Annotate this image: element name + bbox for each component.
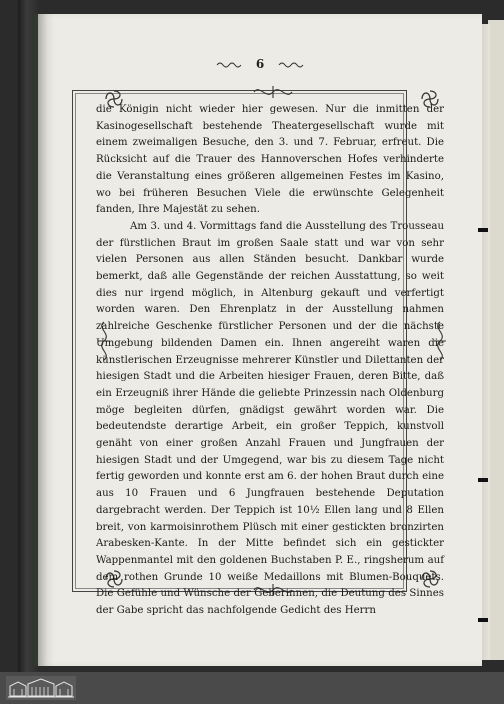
next-page-edge	[488, 20, 504, 660]
page-header	[38, 57, 482, 75]
page-tab-mark	[478, 618, 488, 622]
middle-ornament-top-icon	[252, 84, 294, 100]
flourish-right-icon	[278, 61, 304, 69]
library-building-logo-icon[interactable]	[6, 676, 76, 700]
page-tab-mark	[478, 478, 488, 482]
flourish-left-icon	[216, 61, 242, 69]
paragraph-2: Am 3. und 4. Vormittags fand die Ausstellung des Trousseau der fürstlichen Braut im großen Saale statt und war von sehr vielen Personen aus allen Ständen besucht. Dankbar wurde bemerkt, daß alle Gegenstände der reichen Ausstattung, so weit dies nur irgend möglich, in Altenburg gekauft und verfertigt worden waren. Den Ehrenplatz in der Ausstellung nahmen zahlreiche Geschenke fürstlicher Personen und der die nächste Umgebung bildenden Damen ein. Ihnen angereiht waren die künstlerischen Erzeugnisse mehrerer Künstler und Dilettanten der hiesigen Stadt und die Arbeiten hiesiger Frauen, deren Bitte, daß ein Erzeugniß ihrer Hände die geliebte Prinzessin nach Oldenburg möge begleiten dürfen, gnädigst gewährt worden war. Die bedeutendste derartige Arbeit, ein großer Teppich, kunstvoll genäht von einer großen Anzahl Frauen und Jungfrauen der hiesigen Stadt und der Umgegend, war bis zu diesem Tage nicht fertig geworden und konnte erst am 6. der hohen Braut durch eine aus 10 Frauen und 6 Jungfrauen bestehende Deputation dargebracht werden. Der Teppich ist 10½ Ellen lang und 8 Ellen breit, von karmoisinrothem Plüsch mit einer gestickten bronzirten Arabesken-Kante. In der Mitte befindet sich ein gestickter Wappenmantel mit den goldenen Buchstaben P. E., ringsherum auf dem rothen Grunde 10 weiße Medaillons mit Blumen-Bouquets. Die Gefühle und Wünsche der Geberinnen, die Deutung des Sinnes der Gabe spricht das nachfolgende Gedicht des Herrn	[96, 220, 444, 617]
page-tab-mark	[478, 228, 488, 232]
page-body	[96, 102, 444, 620]
page-number: 6	[255, 57, 265, 71]
paragraph-1: die Königin nicht wieder hier gewesen. Nur die inmitten der Kasinogesellschaft bestehende Theatergesellschaft wurde mit einem zweimaligen Besuche, den 3. und 7. Februar, erfreut. Die Rücksicht auf die Trauer des Hannoverschen Hofes verhinderte die Veranstaltung eines größeren allgemeinen Festes im Kasino, wo bei früheren Besuchen Viele die erwünschte Gelegenheit fanden, Ihre Majestät zu sehen.	[96, 104, 444, 216]
